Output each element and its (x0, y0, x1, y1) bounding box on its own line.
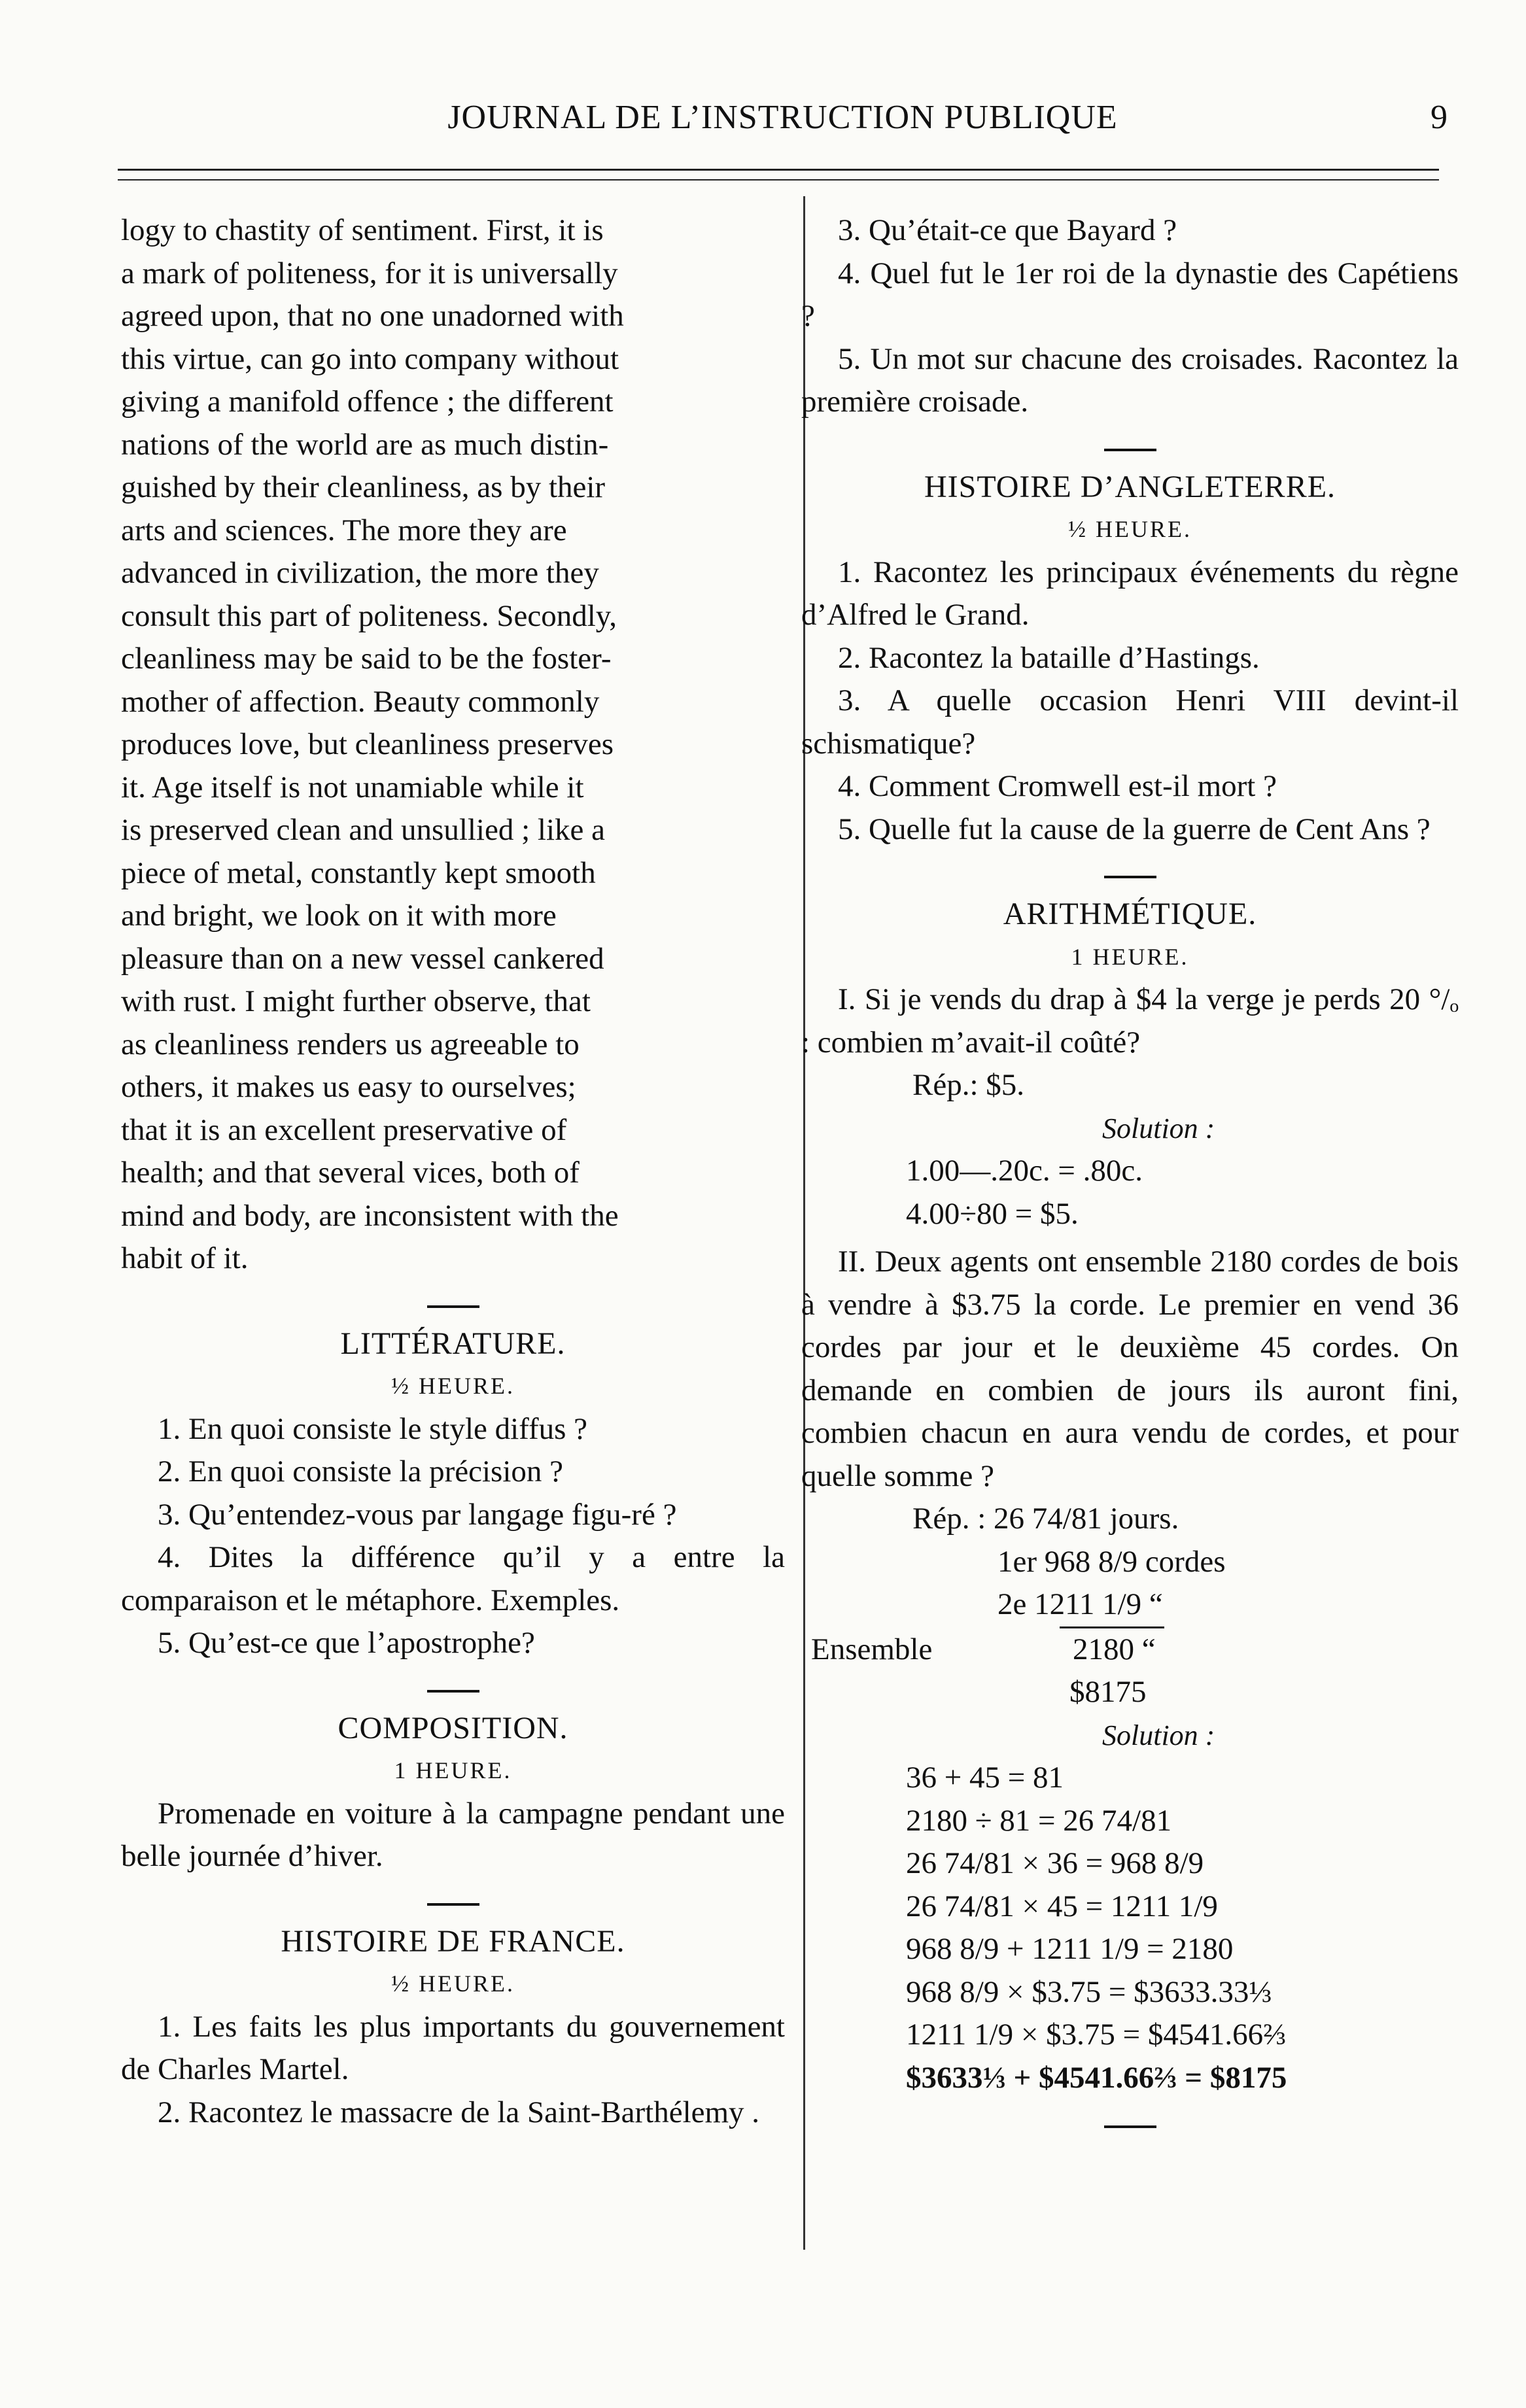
essay-continuation (121, 209, 785, 1281)
essay-line: mother of affection. Beauty commonly (121, 684, 600, 719)
problem-two: II. Deux agents ont ensemble 2180 cordes de bois à vendre à $3.75 la corde. Le premier en vend 36 cordes par jour et le deuxième 45 cordes. On demande en combien de jours ils auront fini, combien chacun en aura vendu de cordes, et pour quelle somme ? (801, 1245, 1459, 1493)
solution-step: $3633⅓ + $4541.66⅔ = $8175 (906, 2060, 1287, 2095)
right-column (801, 209, 1459, 2140)
page-number: 9 (1431, 99, 1448, 136)
question-item: 2. En quoi consiste la précision ? (158, 1454, 563, 1488)
section-separator (1104, 449, 1156, 451)
section-duration: ½ HEURE. (391, 1970, 515, 1997)
essay-line: this virtue, can go into company without (121, 341, 619, 376)
section-duration: ½ HEURE. (391, 1373, 515, 1399)
essay-line: arts and sciences. The more they are (121, 513, 567, 547)
section-separator (427, 1903, 479, 1906)
essay-line: advanced in civilization, the more they (121, 556, 599, 590)
essay-line: and bright, we look on it with more (121, 899, 557, 933)
question-item: 4. Quel fut le 1er roi de la dynastie des Capétiens ? (801, 256, 1459, 333)
problem-one: I. Si je vends du drap à $4 la verge je perds 20 °/ₒ : combien m’avait-il coûté? (801, 982, 1459, 1059)
question-item: 3. A quelle occasion Henri VIII devint-il schismatique? (801, 683, 1459, 761)
question-item: 2. Racontez la bataille d’Hastings. (838, 640, 1260, 675)
problem-two-answer: 1er 968 8/9 cordes (997, 1544, 1226, 1579)
essay-line: is preserved clean and unsullied ; like a (121, 813, 605, 847)
solution-label: Solution : (1102, 1719, 1215, 1751)
problem-one-answer: Rép.: $5. (912, 1068, 1025, 1102)
essay-line: agreed upon, that no one unadorned with (121, 299, 624, 333)
solution-step: 4.00÷80 = $5. (906, 1196, 1079, 1231)
solution-label: Solution : (1102, 1112, 1215, 1144)
problem-two-answer: 2e 1211 1/9 “ (997, 1587, 1163, 1621)
section-duration: 1 HEURE. (394, 1757, 512, 1783)
essay-line: cleanliness may be said to be the foster- (121, 642, 612, 676)
section-separator (1104, 2125, 1156, 2128)
question-item: 5. Qu’est-ce que l’apostrophe? (158, 1626, 535, 1660)
section-title-histoire-france: HISTOIRE DE FRANCE. (281, 1923, 625, 1959)
header-rule-thin (118, 179, 1439, 181)
question-item: 3. Qu’était-ce que Bayard ? (838, 213, 1177, 247)
problem-two-solution (801, 1757, 1459, 2099)
essay-line: it. Age itself is not unamiable while it (121, 770, 584, 804)
problem-two-answer: Rép. : 26 74/81 jours. (912, 1502, 1179, 1536)
solution-step: 968 8/9 × $3.75 = $3633.33⅓ (906, 1974, 1272, 2009)
solution-step: 26 74/81 × 45 = 1211 1/9 (906, 1889, 1218, 1923)
essay-line: health; and that several vices, both of (121, 1156, 580, 1190)
essay-line: that it is an excellent preservative of (121, 1112, 567, 1147)
solution-step: 26 74/81 × 36 = 968 8/9 (906, 1846, 1204, 1880)
essay-line: nations of the world are as much distin- (121, 427, 609, 462)
question-item: 1. Les faits les plus importants du gouvernement de Charles Martel. (121, 2009, 785, 2086)
essay-line: mind and body, are inconsistent with the (121, 1198, 619, 1233)
essay-line: a mark of politeness, for it is universally (121, 256, 618, 290)
composition-text: Promenade en voiture à la campagne pendant une belle journée d’hiver. (121, 1796, 785, 1873)
section-duration: ½ HEURE. (1068, 516, 1192, 542)
question-item: 5. Un mot sur chacune des croisades. Racontez la première croisade. (801, 341, 1459, 419)
essay-line: as cleanliness renders us agreeable to (121, 1027, 580, 1061)
essay-line: with rust. I might further observe, that (121, 984, 591, 1018)
page-header (118, 98, 1448, 144)
solution-step: 1.00—.20c. = .80c. (906, 1154, 1143, 1188)
solution-step: 2180 ÷ 81 = 26 74/81 (906, 1803, 1172, 1838)
ensemble-value: 2180 “ (1073, 1632, 1156, 1666)
essay-line: pleasure than on a new vessel cankered (121, 941, 604, 976)
section-separator (427, 1690, 479, 1693)
solution-step: 36 + 45 = 81 (906, 1761, 1064, 1795)
section-title-arithmetique: ARITHMÉTIQUE. (1003, 897, 1257, 931)
essay-line: giving a manifold offence ; the different (121, 385, 614, 419)
section-duration: 1 HEURE. (1071, 943, 1189, 970)
section-separator (427, 1305, 479, 1308)
question-item: 5. Quelle fut la cause de la guerre de Cent Ans ? (838, 812, 1431, 846)
left-column (121, 209, 785, 2134)
solution-step: 968 8/9 + 1211 1/9 = 2180 (906, 1932, 1234, 1966)
question-item: 1. En quoi consiste le style diffus ? (158, 1411, 588, 1446)
question-item: 4. Comment Cromwell est-il mort ? (838, 769, 1277, 803)
total-amount: $8175 (1069, 1675, 1147, 1709)
section-title-histoire-angleterre: HISTOIRE D’ANGLETERRE. (924, 469, 1336, 504)
essay-line: guished by their cleanliness, as by their (121, 470, 606, 504)
running-title: JOURNAL DE L’INSTRUCTION PUBLIQUE (447, 99, 1118, 136)
essay-line: piece of metal, constantly kept smooth (121, 855, 596, 890)
essay-line: others, it makes us easy to ourselves; (121, 1070, 576, 1104)
essay-line: produces love, but cleanliness preserves (121, 727, 614, 761)
essay-line: consult this part of politeness. Secondly, (121, 598, 617, 633)
header-rule (118, 169, 1439, 171)
section-title-composition: COMPOSITION. (338, 1710, 568, 1746)
question-item: 4. Dites la différence qu’il y a entre la comparaison et le métaphore. Exemples. (121, 1540, 785, 1617)
ensemble-row (801, 1628, 1459, 1672)
question-item: 2. Racontez le massacre de la Saint-Barthélemy . (158, 2095, 760, 2129)
solution-step: 1211 1/9 × $3.75 = $4541.66⅔ (906, 2018, 1287, 2052)
essay-line: logy to chastity of sentiment. First, it is (121, 213, 604, 247)
section-separator (1104, 876, 1156, 878)
question-item: 1. Racontez les principaux événements du règne d’Alfred le Grand. (801, 555, 1459, 632)
ensemble-label: Ensemble (811, 1632, 933, 1666)
question-item: 3. Qu’entendez-vous par langage figu-ré ? (158, 1497, 677, 1532)
section-title-litterature: LITTÉRATURE. (340, 1326, 566, 1361)
essay-line: habit of it. (121, 1241, 249, 1275)
